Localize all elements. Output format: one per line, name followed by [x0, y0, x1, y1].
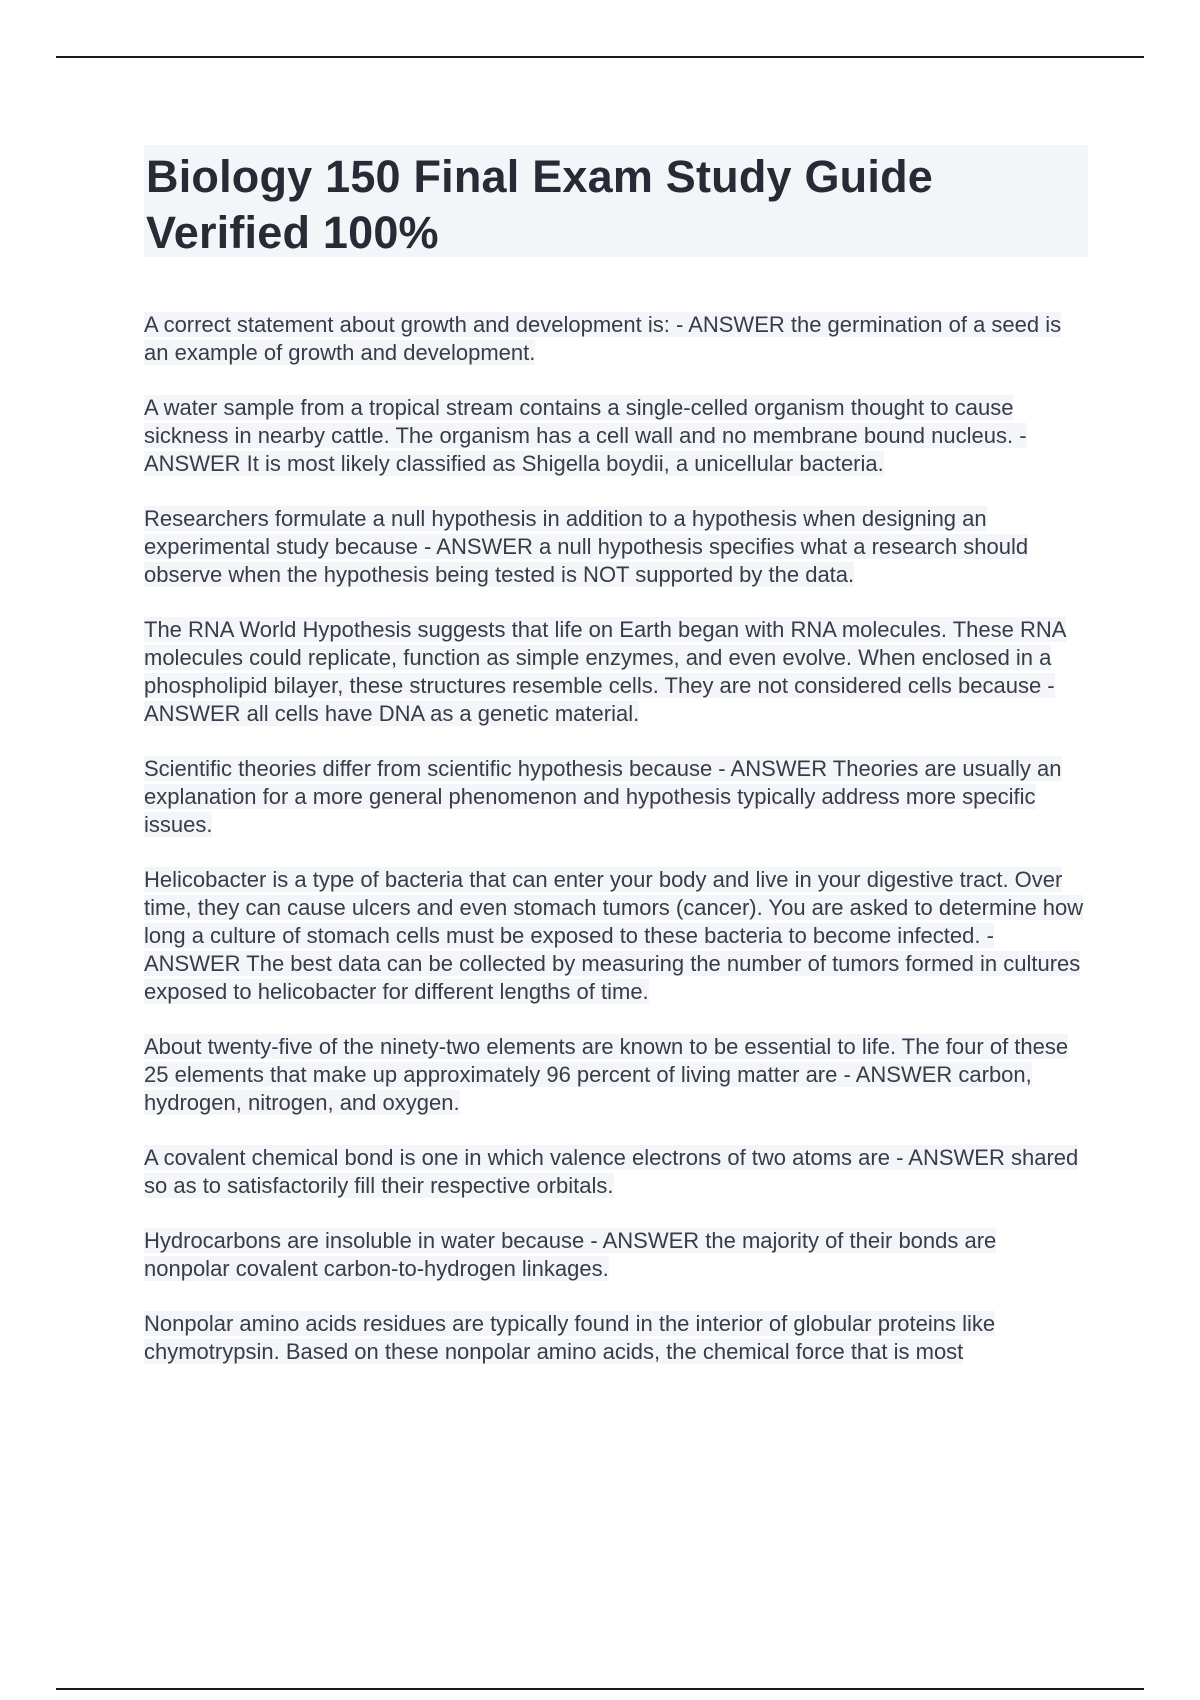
- qa-item: Researchers formulate a null hypothesis in addition to a hypothesis when designing an experimental study because - ANSWER a null hypothesis specifies what a research should observe when the hypothesis being tested is NOT supported by the data.: [144, 506, 1029, 587]
- qa-item: A correct statement about growth and development is: - ANSWER the germination of a seed is an example of growth and development.: [144, 312, 1062, 365]
- qa-item: The RNA World Hypothesis suggests that life on Earth began with RNA molecules. These RNA molecules could replicate, function as simple enzymes, and even evolve. When enclosed in a phospholipid bilayer, these structures resemble cells. They are not considered cells because - ANSWER all cells have DNA as a genetic material.: [144, 617, 1067, 726]
- title-line-1: Biology 150 Final Exam Study Guide: [146, 151, 933, 202]
- qa-item: Helicobacter is a type of bacteria that can enter your body and live in your digestive tract. Over time, they can cause ulcers and even stomach tumors (cancer). You are asked to determine how long a culture of stomach cells must be exposed to these bacteria to become infected. - ANSWER The best data can be collected by measuring the number of tumors formed in cultures exposed to helicobacter for different lengths of time.: [144, 867, 1084, 1004]
- bottom-rule: [56, 1688, 1144, 1690]
- qa-item: Scientific theories differ from scientific hypothesis because - ANSWER Theories are usually an explanation for a more general phenomenon and hypothesis typically address more specific issues.: [144, 756, 1062, 837]
- qa-list: [144, 311, 1088, 1393]
- top-rule: [56, 56, 1144, 58]
- qa-item: Hydrocarbons are insoluble in water because - ANSWER the majority of their bonds are nonpolar covalent carbon-to-hydrogen linkages.: [144, 1228, 997, 1281]
- page-title: [144, 145, 1088, 261]
- title-line-2: Verified 100%: [146, 207, 439, 258]
- qa-item: Nonpolar amino acids residues are typically found in the interior of globular proteins like chymotrypsin. Based on these nonpolar amino acids, the chemical force that is most: [144, 1311, 996, 1364]
- title-block: [144, 145, 1088, 257]
- qa-item: A water sample from a tropical stream contains a single-celled organism thought to cause sickness in nearby cattle. The organism has a cell wall and no membrane bound nucleus. - ANSWER It is most likely classified as Shigella boydii, a unicellular bacteria.: [144, 395, 1027, 476]
- qa-item: About twenty-five of the ninety-two elements are known to be essential to life. The four of these 25 elements that make up approximately 96 percent of living matter are - ANSWER carbon, hydrogen, nitrogen, and oxygen.: [144, 1034, 1069, 1115]
- qa-item: A covalent chemical bond is one in which valence electrons of two atoms are - ANSWER shared so as to satisfactorily fill their respective orbitals.: [144, 1145, 1079, 1198]
